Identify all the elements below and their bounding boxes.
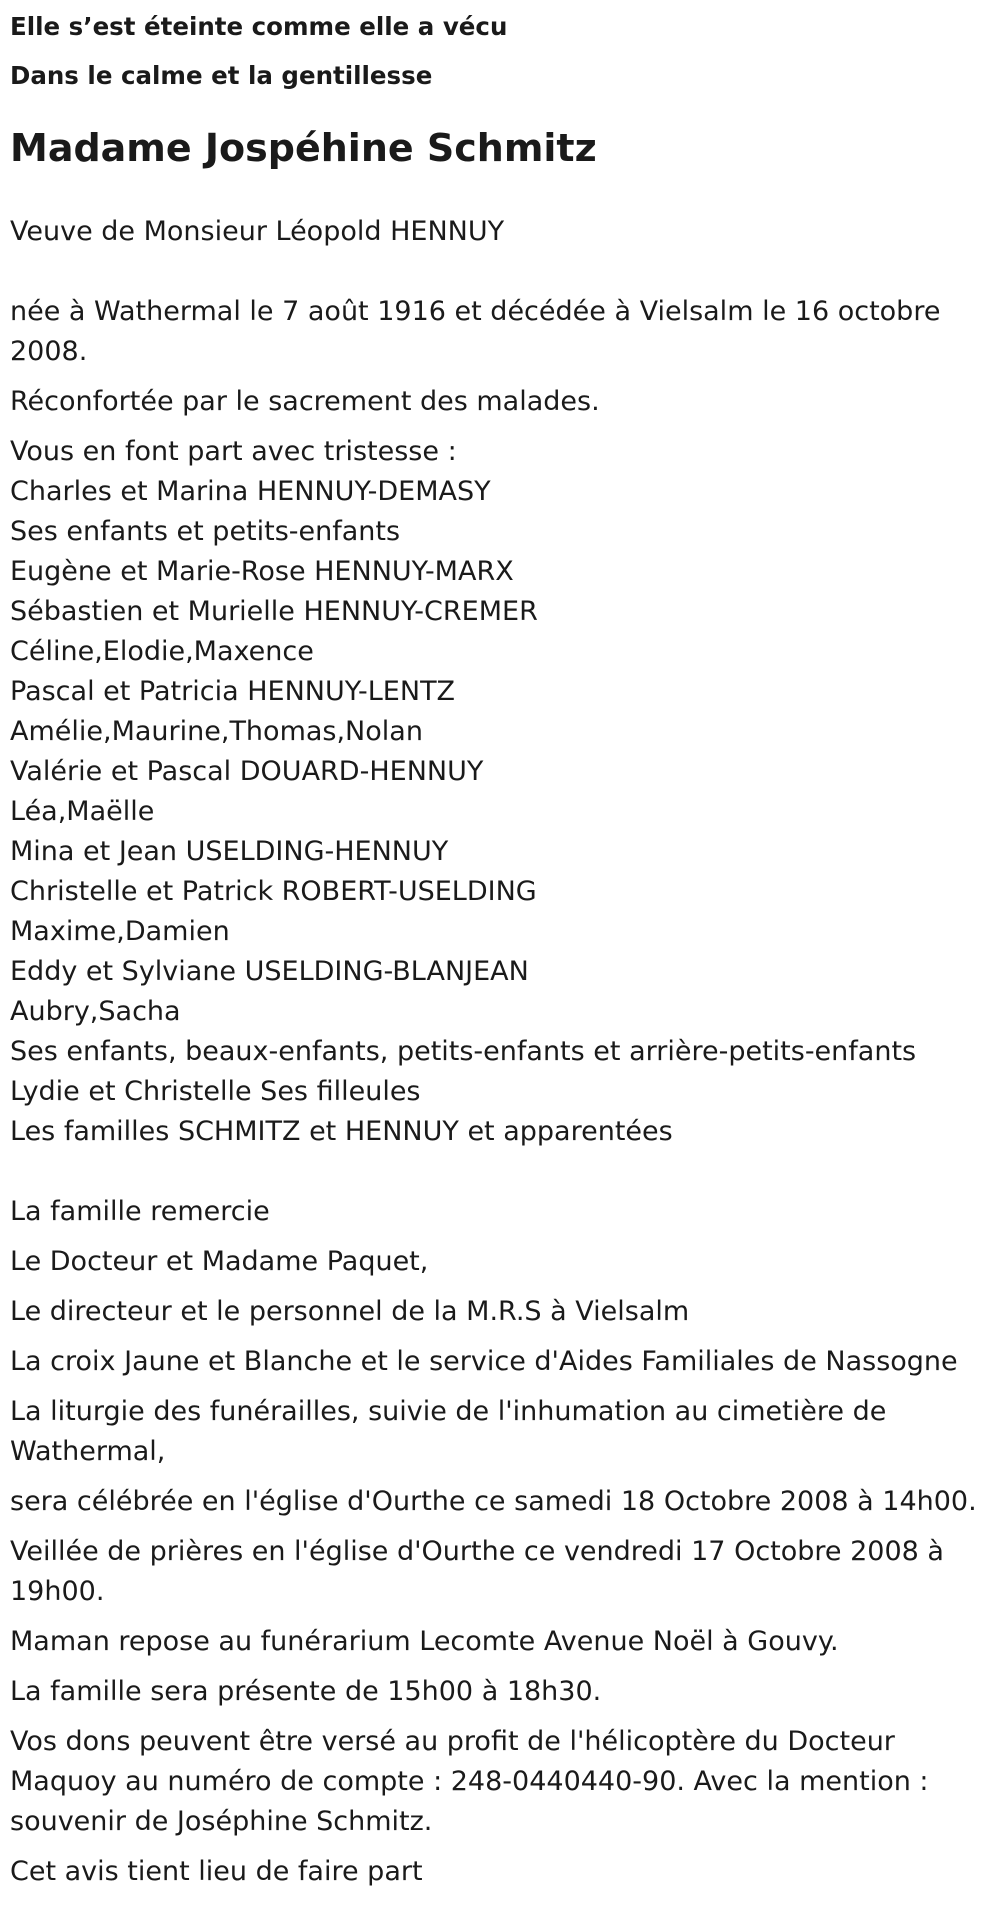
family-member: Aubry,Sacha xyxy=(10,996,181,1027)
family-member: Charles et Marina HENNUY-DEMASY xyxy=(10,476,491,507)
family-member: Eugène et Marie-Rose HENNUY-MARX xyxy=(10,556,514,587)
family-member: Valérie et Pascal DOUARD-HENNUY xyxy=(10,756,484,787)
family-member: Maxime,Damien xyxy=(10,916,230,947)
intro-line-2: Dans le calme et la gentillesse xyxy=(10,61,433,90)
family-member: Amélie,Maurine,Thomas,Nolan xyxy=(10,716,423,747)
donations-line: Vos dons peuvent être versé au profit de l'hélicoptère du Docteur Maquoy au numéro de compte : 248-0440440-90. Avec la mention : souvenir de Joséphine Schmitz. xyxy=(10,1726,929,1837)
sacrament-line: Réconfortée par le sacrement des malades. xyxy=(10,386,600,417)
thanks-heading: La famille remercie xyxy=(10,1196,270,1227)
family-member: Ses enfants et petits-enfants xyxy=(10,516,401,547)
family-member: Christelle et Patrick ROBERT-USELDING xyxy=(10,876,537,907)
funeral-date-line: sera célébrée en l'église d'Ourthe ce samedi 18 Octobre 2008 à 14h00. xyxy=(10,1486,977,1517)
family-member: Eddy et Sylviane USELDING-BLANJEAN xyxy=(10,956,529,987)
family-member: Pascal et Patricia HENNUY-LENTZ xyxy=(10,676,456,707)
family-member: Céline,Elodie,Maxence xyxy=(10,636,314,667)
family-list xyxy=(10,472,990,1152)
obituary-notice xyxy=(0,2,1000,1892)
family-member: Ses enfants, beaux-enfants, petits-enfants et arrière-petits-enfants xyxy=(10,1036,917,1067)
family-member: Mina et Jean USELDING-HENNUY xyxy=(10,836,449,867)
thanks-item: Le Docteur et Madame Paquet, xyxy=(10,1246,429,1277)
closing-line: Cet avis tient lieu de faire part xyxy=(10,1856,423,1887)
funeral-home-line: Maman repose au funérarium Lecomte Avenue Noël à Gouvy. xyxy=(10,1626,839,1657)
deceased-name-title: Madame Jospéhine Schmitz xyxy=(10,126,597,170)
thanks-item: La croix Jaune et Blanche et le service d'Aides Familiales de Nassogne xyxy=(10,1346,958,1377)
family-member: Sébastien et Murielle HENNUY-CREMER xyxy=(10,596,538,627)
prayer-vigil-line: Veillée de prières en l'église d'Ourthe ce vendredi 17 Octobre 2008 à 19h00. xyxy=(10,1536,944,1607)
family-member: Léa,Maëlle xyxy=(10,796,155,827)
funeral-liturgy-line: La liturgie des funérailles, suivie de l'inhumation au cimetière de Wathermal, xyxy=(10,1396,887,1467)
birth-death-line: née à Wathermal le 7 août 1916 et décédée à Vielsalm le 16 octobre 2008. xyxy=(10,296,941,367)
family-member: Lydie et Christelle Ses filleules xyxy=(10,1076,421,1107)
announce-line: Vous en font part avec tristesse : xyxy=(10,436,457,467)
family-member: Les familles SCHMITZ et HENNUY et apparentées xyxy=(10,1116,673,1147)
widow-of-line: Veuve de Monsieur Léopold HENNUY xyxy=(10,216,505,247)
intro-line-1: Elle s’est éteinte comme elle a vécu xyxy=(10,12,508,41)
family-presence-line: La famille sera présente de 15h00 à 18h30. xyxy=(10,1676,602,1707)
thanks-item: Le directeur et le personnel de la M.R.S à Vielsalm xyxy=(10,1296,690,1327)
